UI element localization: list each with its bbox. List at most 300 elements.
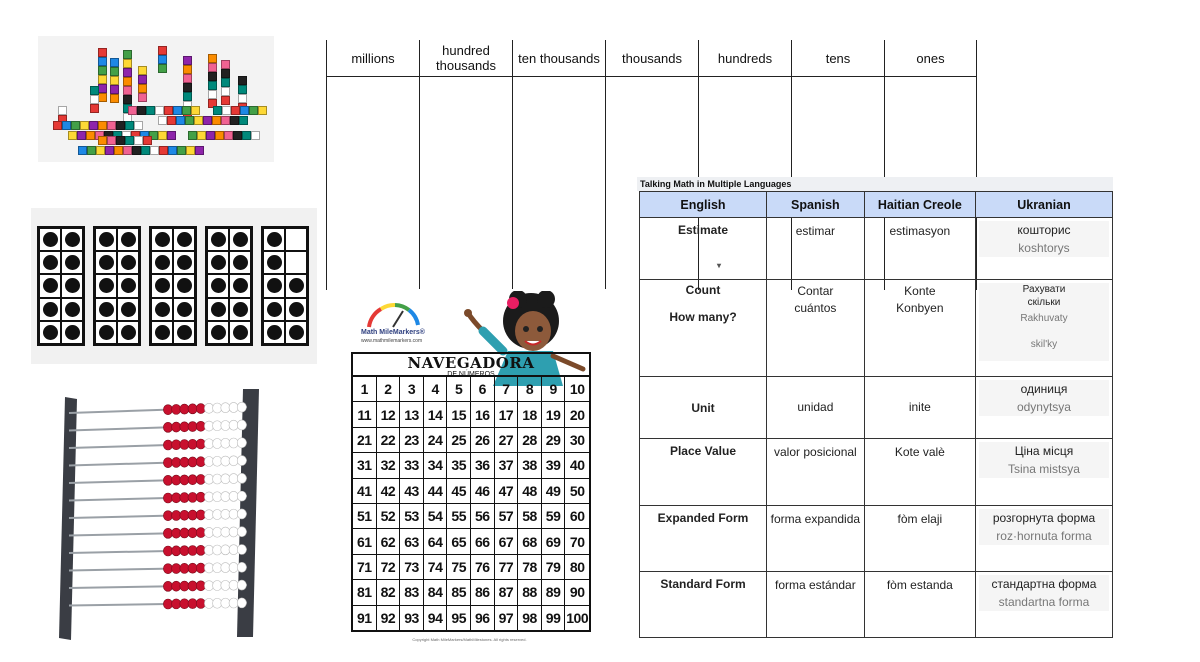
number-cell: 98 xyxy=(518,606,542,630)
ten-frame xyxy=(93,226,141,346)
abacus-bead xyxy=(229,402,238,412)
frame-cell xyxy=(173,298,195,321)
abacus-bead xyxy=(188,404,197,414)
counter-dot xyxy=(99,255,114,270)
abacus-bead xyxy=(213,581,222,591)
number-cell: 31 xyxy=(353,453,377,478)
frame-cell xyxy=(117,298,139,321)
abacus-bead xyxy=(180,493,189,503)
abacus-bead xyxy=(229,562,238,572)
cell-es xyxy=(767,439,865,506)
cube xyxy=(208,90,217,99)
cube xyxy=(208,81,217,90)
abacus-bead xyxy=(221,527,230,537)
cell-text: Place Value xyxy=(669,444,737,458)
number-cell: 16 xyxy=(471,402,495,427)
number-cell: 44 xyxy=(424,479,448,504)
cube xyxy=(134,136,143,145)
number-cell: 59 xyxy=(542,504,566,529)
number-cell: 79 xyxy=(542,555,566,580)
cell-ht xyxy=(864,439,975,506)
place-value-header: hundreds xyxy=(699,40,791,77)
number-cells xyxy=(353,377,589,630)
abacus-bead xyxy=(196,545,205,555)
cube xyxy=(78,146,87,155)
frame-cell xyxy=(39,274,61,297)
cube xyxy=(221,78,230,87)
number-cell: 81 xyxy=(353,580,377,605)
column-header: Spanish xyxy=(767,192,865,218)
abacus-bead xyxy=(237,527,246,537)
cell-ht xyxy=(864,377,975,439)
ukrainian-word: скільки xyxy=(979,296,1109,309)
ten-frame xyxy=(149,226,197,346)
place-value-column xyxy=(326,40,419,290)
frame-cell xyxy=(61,298,83,321)
cube xyxy=(96,146,105,155)
number-cell: 57 xyxy=(495,504,519,529)
cube xyxy=(258,106,267,115)
number-cell: 86 xyxy=(471,580,495,605)
counter-dot xyxy=(65,232,80,247)
number-cell: 88 xyxy=(518,580,542,605)
abacus-bead xyxy=(180,581,189,591)
cube xyxy=(213,106,222,115)
cube xyxy=(110,58,119,67)
counter-dot xyxy=(177,255,192,270)
number-cell: 27 xyxy=(495,428,519,453)
counter-dot xyxy=(121,232,136,247)
counter-dot xyxy=(211,255,226,270)
cube xyxy=(90,104,99,113)
number-cell: 3 xyxy=(400,377,424,402)
cube xyxy=(128,106,137,115)
number-cell: 54 xyxy=(424,504,448,529)
number-cell: 25 xyxy=(447,428,471,453)
cube xyxy=(98,66,107,75)
abacus-bead xyxy=(204,403,213,413)
cube xyxy=(110,67,119,76)
abacus-bead xyxy=(172,510,181,520)
counter-dot xyxy=(211,232,226,247)
number-cell: 89 xyxy=(542,580,566,605)
cell-es xyxy=(767,377,865,439)
number-cell: 36 xyxy=(471,453,495,478)
cell-uk xyxy=(975,280,1112,377)
frame-cell xyxy=(39,321,61,344)
cube xyxy=(138,75,147,84)
abacus-image xyxy=(55,385,275,640)
cube xyxy=(222,106,231,115)
abacus-bead xyxy=(237,402,246,412)
ukrainian-word: Рахувати xyxy=(979,283,1109,296)
frame-cell xyxy=(61,228,83,251)
number-cell: 40 xyxy=(565,453,589,478)
frame-cell xyxy=(95,228,117,251)
abacus-bead xyxy=(172,564,181,574)
number-cell: 83 xyxy=(400,580,424,605)
frame-cell xyxy=(151,251,173,274)
number-cell: 2 xyxy=(377,377,401,402)
number-cell: 39 xyxy=(542,453,566,478)
cell-es xyxy=(767,280,865,377)
counter-dot xyxy=(43,278,58,293)
abacus-bead xyxy=(196,510,205,520)
cube xyxy=(110,94,119,103)
abacus-bead xyxy=(221,474,230,484)
number-cell: 5 xyxy=(447,377,471,402)
counter-dot xyxy=(65,302,80,317)
frame-cell xyxy=(151,321,173,344)
cube xyxy=(185,116,194,125)
abacus-bead xyxy=(196,404,205,414)
frame-cell xyxy=(151,228,173,251)
abacus-bead xyxy=(172,440,181,450)
number-cell: 4 xyxy=(424,377,448,402)
number-cell: 92 xyxy=(377,606,401,630)
counter-dot xyxy=(99,278,114,293)
counter-dot xyxy=(211,302,226,317)
counter-dot xyxy=(267,325,282,340)
counter-dot xyxy=(65,255,80,270)
counter-dot xyxy=(43,255,58,270)
cube xyxy=(233,131,242,140)
cell-ht xyxy=(864,506,975,572)
abacus-bead xyxy=(221,456,230,466)
cube xyxy=(89,121,98,130)
cube xyxy=(107,136,116,145)
number-cell: 30 xyxy=(565,428,589,453)
cell-uk xyxy=(975,506,1112,572)
cube xyxy=(221,69,230,78)
cube xyxy=(183,83,192,92)
cell-en xyxy=(640,439,767,506)
cell-text: Contar xyxy=(797,284,834,298)
cube xyxy=(86,131,95,140)
abacus-bead xyxy=(163,564,172,574)
abacus-bead xyxy=(188,510,197,520)
abacus-bead xyxy=(221,598,230,608)
ukrainian-word: одиниця xyxy=(979,380,1109,398)
cube xyxy=(208,72,217,81)
abacus-bead xyxy=(204,581,213,591)
abacus-bead xyxy=(188,563,197,573)
number-cell: 10 xyxy=(565,377,589,402)
cube xyxy=(249,106,258,115)
frame-cell xyxy=(151,298,173,321)
abacus-bead xyxy=(188,546,197,556)
ukrainian-transliteration: Rakhuvaty xyxy=(979,309,1109,329)
cube xyxy=(251,131,260,140)
cube xyxy=(194,116,203,125)
counter-dot xyxy=(99,302,114,317)
number-cell: 42 xyxy=(377,479,401,504)
abacus-bead xyxy=(229,438,238,448)
abacus-bead xyxy=(229,545,238,555)
counter-dot xyxy=(155,278,170,293)
number-cell: 13 xyxy=(400,402,424,427)
cube xyxy=(197,131,206,140)
cube xyxy=(158,46,167,55)
number-cell: 45 xyxy=(447,479,471,504)
cell-en xyxy=(640,377,767,439)
number-cell: 1 xyxy=(353,377,377,402)
frame-cell xyxy=(285,274,307,297)
abacus-bead xyxy=(163,599,172,609)
cube xyxy=(238,76,247,85)
counter-dot xyxy=(155,232,170,247)
number-cell: 43 xyxy=(400,479,424,504)
frame-cell xyxy=(207,298,229,321)
cube xyxy=(90,86,99,95)
cell-text: Count xyxy=(685,283,721,297)
abacus-bead xyxy=(180,475,189,485)
abacus-bead xyxy=(180,510,189,520)
abacus-bead xyxy=(188,422,197,432)
abacus-bead xyxy=(196,528,205,538)
cube xyxy=(158,116,167,125)
counter-dot xyxy=(177,232,192,247)
cube xyxy=(177,146,186,155)
cube xyxy=(238,85,247,94)
number-cell: 35 xyxy=(447,453,471,478)
counter-dot xyxy=(99,325,114,340)
number-cell: 90 xyxy=(565,580,589,605)
cell-text: unidad xyxy=(797,400,834,414)
frame-cell xyxy=(173,228,195,251)
abacus-bead xyxy=(221,438,230,448)
abacus-bead xyxy=(237,438,246,448)
number-cell: 19 xyxy=(542,402,566,427)
number-cell: 46 xyxy=(471,479,495,504)
cube xyxy=(123,146,132,155)
abacus-bead xyxy=(180,546,189,556)
cube xyxy=(221,60,230,69)
number-cell: 48 xyxy=(518,479,542,504)
place-value-header: millions xyxy=(327,40,419,77)
abacus-bead xyxy=(163,528,172,538)
cube xyxy=(208,63,217,72)
frame-cell xyxy=(229,321,251,344)
abacus-bead xyxy=(204,474,213,484)
table-row xyxy=(640,572,1113,638)
cell-text: Kote valè xyxy=(894,445,945,459)
cube xyxy=(186,146,195,155)
table-row xyxy=(640,439,1113,506)
cube xyxy=(123,86,132,95)
abacus-bead xyxy=(163,511,172,521)
number-cell: 17 xyxy=(495,402,519,427)
cube xyxy=(123,77,132,86)
frame-cell xyxy=(117,321,139,344)
counter-dot xyxy=(289,325,304,340)
cell-text: fòm elaji xyxy=(897,512,943,526)
abacus-bead xyxy=(188,492,197,502)
number-cell: 12 xyxy=(377,402,401,427)
frame-cell xyxy=(285,228,307,251)
frame-cell xyxy=(61,274,83,297)
cube xyxy=(158,64,167,73)
cell-ht xyxy=(864,280,975,377)
number-cell: 11 xyxy=(353,402,377,427)
number-cell: 56 xyxy=(471,504,495,529)
abacus-bead xyxy=(204,439,213,449)
cell-text: Standard Form xyxy=(660,577,746,591)
cell-en xyxy=(640,261,767,377)
counter-dot xyxy=(121,302,136,317)
abacus-bead xyxy=(213,510,222,520)
abacus-bead xyxy=(229,527,238,537)
abacus-bead xyxy=(196,563,205,573)
cube xyxy=(150,146,159,155)
number-cell: 50 xyxy=(565,479,589,504)
counter-dot xyxy=(43,232,58,247)
cube xyxy=(110,85,119,94)
cell-text: estimar xyxy=(795,224,836,238)
counter-dot xyxy=(267,278,282,293)
number-cell: 8 xyxy=(518,377,542,402)
number-cell: 84 xyxy=(424,580,448,605)
cube xyxy=(155,106,164,115)
number-cell: 58 xyxy=(518,504,542,529)
ukrainian-transliteration: Tsina mistsya xyxy=(979,460,1109,478)
cell-text: estimasyon xyxy=(889,224,951,238)
cell-text: fòm estanda xyxy=(886,578,953,592)
counter-dot xyxy=(289,302,304,317)
cube xyxy=(77,131,86,140)
abacus-bead xyxy=(180,528,189,538)
cube xyxy=(62,121,71,130)
cube xyxy=(80,121,89,130)
cube xyxy=(98,57,107,66)
cube xyxy=(114,146,123,155)
cube xyxy=(132,146,141,155)
number-cell: 33 xyxy=(400,453,424,478)
frame-cell xyxy=(95,321,117,344)
cube xyxy=(123,50,132,59)
number-cell: 68 xyxy=(518,529,542,554)
abacus-bead xyxy=(221,403,230,413)
cube xyxy=(224,131,233,140)
cube xyxy=(230,116,239,125)
frame-cell xyxy=(95,251,117,274)
frame-cell xyxy=(285,251,307,274)
counter-dot xyxy=(43,325,58,340)
cell-text: Unit xyxy=(691,400,715,415)
number-cell: 34 xyxy=(424,453,448,478)
cube xyxy=(107,121,116,130)
number-cell: 72 xyxy=(377,555,401,580)
abacus-bead xyxy=(204,510,213,520)
cell-text: Konbyen xyxy=(896,301,944,315)
number-cell: 76 xyxy=(471,555,495,580)
abacus-bead xyxy=(172,528,181,538)
cube xyxy=(138,93,147,102)
number-cell: 85 xyxy=(447,580,471,605)
cube xyxy=(105,146,114,155)
cube xyxy=(123,59,132,68)
abacus-bead xyxy=(163,422,172,432)
frame-cell xyxy=(285,298,307,321)
place-value-column xyxy=(419,40,512,290)
abacus-bead xyxy=(204,456,213,466)
cube xyxy=(164,106,173,115)
abacus-bead xyxy=(196,439,205,449)
cell-es xyxy=(767,218,865,280)
ten-frame xyxy=(205,226,253,346)
cube xyxy=(183,56,192,65)
cube xyxy=(183,74,192,83)
ten-frames-image xyxy=(31,208,317,364)
abacus-bead xyxy=(188,475,197,485)
abacus-bead xyxy=(213,545,222,555)
cube xyxy=(238,94,247,103)
number-cell: 53 xyxy=(400,504,424,529)
abacus-bead xyxy=(229,598,238,608)
abacus-bead xyxy=(196,421,205,431)
frame-cell xyxy=(207,251,229,274)
ukrainian-transliteration: standartna forma xyxy=(979,593,1109,611)
cell-text: Expanded Form xyxy=(657,511,749,525)
abacus-bead xyxy=(188,528,197,538)
number-cell: 28 xyxy=(518,428,542,453)
cell-uk xyxy=(975,218,1112,280)
cube xyxy=(116,136,125,145)
cell-en xyxy=(640,506,767,572)
abacus-bead xyxy=(221,563,230,573)
number-cell: 74 xyxy=(424,555,448,580)
number-cell: 99 xyxy=(542,606,566,630)
cube xyxy=(138,66,147,75)
abacus-bead xyxy=(213,598,222,608)
abacus-bead xyxy=(172,457,181,467)
cube xyxy=(176,116,185,125)
place-value-header: thousands xyxy=(606,40,698,77)
table-row xyxy=(640,506,1113,572)
cube xyxy=(239,116,248,125)
abacus-bead xyxy=(213,492,222,502)
frame-cell xyxy=(39,251,61,274)
abacus-bead xyxy=(204,545,213,555)
ukrainian-transliteration: odynytsya xyxy=(979,398,1109,416)
cube xyxy=(123,68,132,77)
counter-dot xyxy=(233,325,248,340)
frame-cell xyxy=(173,321,195,344)
column-header: Ukranian xyxy=(975,192,1112,218)
abacus-bead xyxy=(204,527,213,537)
abacus-bead xyxy=(172,475,181,485)
cube xyxy=(240,106,249,115)
frame-cell xyxy=(263,298,285,321)
frame-cell xyxy=(39,298,61,321)
brand-name: Math MileMarkers® xyxy=(361,329,425,336)
counter-dot xyxy=(99,232,114,247)
number-cell: 21 xyxy=(353,428,377,453)
cube xyxy=(90,95,99,104)
counter-dot xyxy=(177,325,192,340)
frame-cell xyxy=(263,228,285,251)
abacus-bead xyxy=(172,546,181,556)
cube xyxy=(191,106,200,115)
cell-uk xyxy=(975,572,1112,638)
abacus-bead xyxy=(188,457,197,467)
abacus-bead xyxy=(172,422,181,432)
cell-en xyxy=(640,218,767,280)
abacus-bead xyxy=(196,581,205,591)
abacus-bead xyxy=(229,420,238,430)
abacus-bead xyxy=(213,563,222,573)
number-cell: 62 xyxy=(377,529,401,554)
